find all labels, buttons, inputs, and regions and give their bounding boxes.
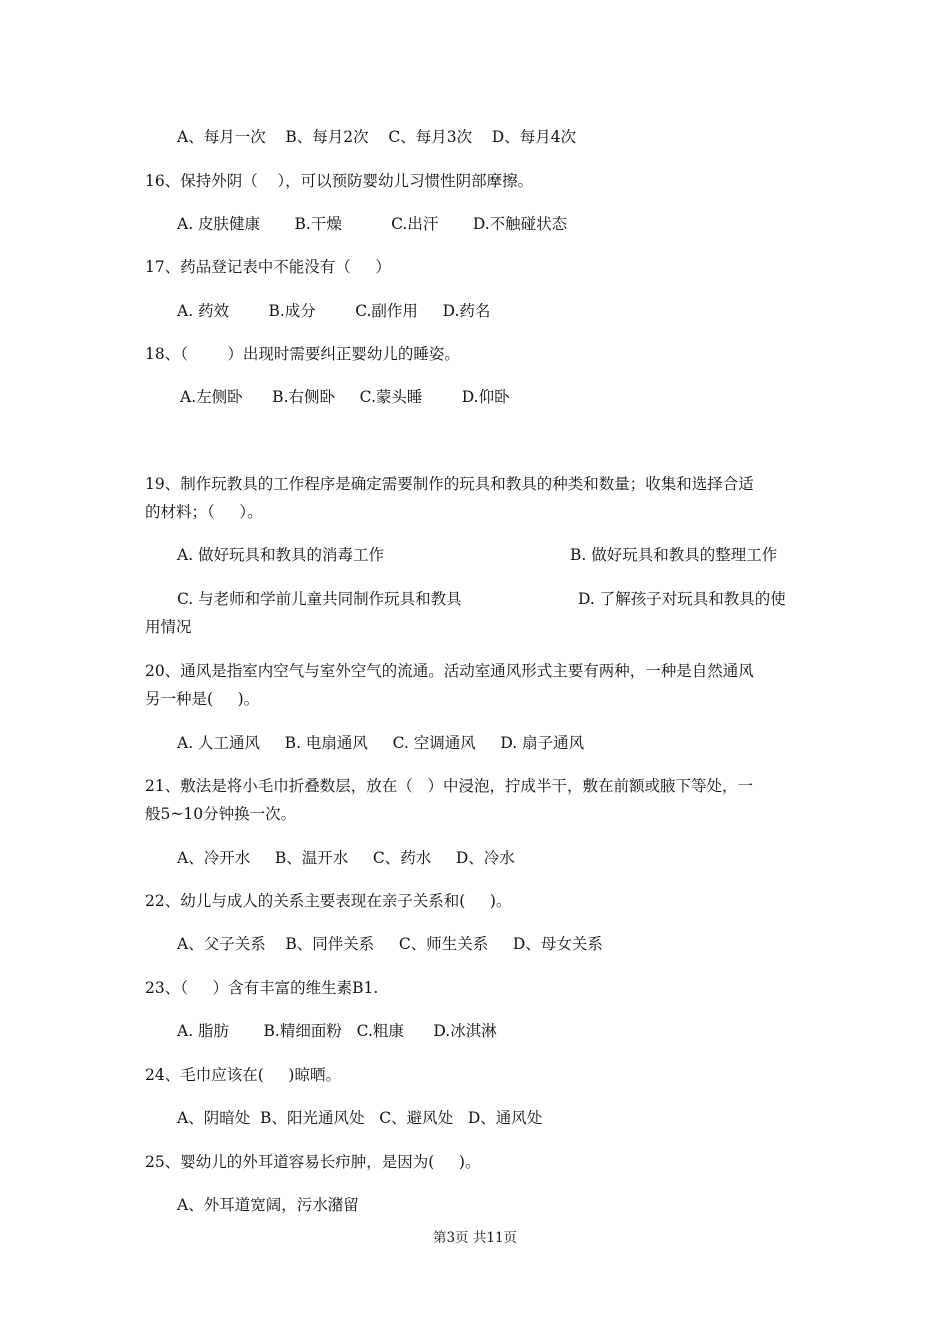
question-21-line2: 般5~10分钟换一次。 bbox=[145, 805, 297, 823]
q16-options: A. 皮肤健康 B.干燥 C.出汗 D.不触碰状态 bbox=[177, 215, 568, 233]
q18-options: A.左侧卧 B.右侧卧 C.蒙头睡 D.仰卧 bbox=[180, 388, 510, 406]
q25-option-a: A、外耳道宽阔，污水潴留 bbox=[177, 1196, 359, 1214]
question-25: 25、婴幼儿的外耳道容易长疖肿，是因为( )。 bbox=[145, 1153, 481, 1171]
question-20-line1: 20、通风是指室内空气与室外空气的流通。活动室通风形式主要有两种，一种是自然通风 bbox=[145, 662, 754, 680]
q19-option-d-continued: 用情况 bbox=[145, 618, 192, 636]
q23-options: A. 脂肪 B.精细面粉 C.粗康 D.冰淇淋 bbox=[177, 1022, 497, 1040]
q21-options: A、冷开水 B、温开水 C、药水 D、冷水 bbox=[177, 849, 515, 867]
q22-options: A、父子关系 B、同伴关系 C、师生关系 D、母女关系 bbox=[177, 935, 603, 953]
page-footer: 第3页 共11页 bbox=[432, 1230, 518, 1246]
q19-option-d: D. 了解孩子对玩具和教具的使 bbox=[578, 590, 786, 608]
question-22: 22、幼儿与成人的关系主要表现在亲子关系和( )。 bbox=[145, 892, 512, 910]
question-17: 17、药品登记表中不能没有（ ） bbox=[145, 258, 391, 276]
question-16: 16、保持外阴（ ），可以预防婴幼儿习惯性阴部摩擦。 bbox=[145, 172, 534, 190]
q20-options: A. 人工通风 B. 电扇通风 C. 空调通风 D. 扇子通风 bbox=[177, 734, 585, 752]
question-21-line1: 21、敷法是将小毛巾折叠数层，放在（ ）中浸泡，拧成半干，敷在前额或腋下等处，一 bbox=[145, 777, 754, 795]
q17-options: A. 药效 B.成分 C.副作用 D.药名 bbox=[177, 302, 491, 320]
question-19-line2: 的材料；（ ）。 bbox=[145, 503, 263, 521]
question-20-line2: 另一种是( )。 bbox=[145, 690, 260, 708]
question-24: 24、毛巾应该在( )晾晒。 bbox=[145, 1066, 341, 1084]
question-19-line1: 19、制作玩教具的工作程序是确定需要制作的玩具和教具的种类和数量；收集和选择合适 bbox=[145, 475, 754, 493]
q24-options: A、阴暗处 B、阳光通风处 C、避风处 D、通风处 bbox=[177, 1109, 543, 1127]
q19-option-b: B. 做好玩具和教具的整理工作 bbox=[570, 546, 778, 564]
question-23: 23、（ ）含有丰富的维生素B1. bbox=[145, 979, 379, 997]
q19-option-c: C. 与老师和学前儿童共同制作玩具和教具 bbox=[177, 590, 462, 608]
q19-option-a: A. 做好玩具和教具的消毒工作 bbox=[177, 546, 385, 564]
question-18: 18、（ ）出现时需要纠正婴幼儿的睡姿。 bbox=[145, 345, 460, 363]
q15-options: A、每月一次 B、每月2次 C、每月3次 D、每月4次 bbox=[177, 128, 577, 146]
